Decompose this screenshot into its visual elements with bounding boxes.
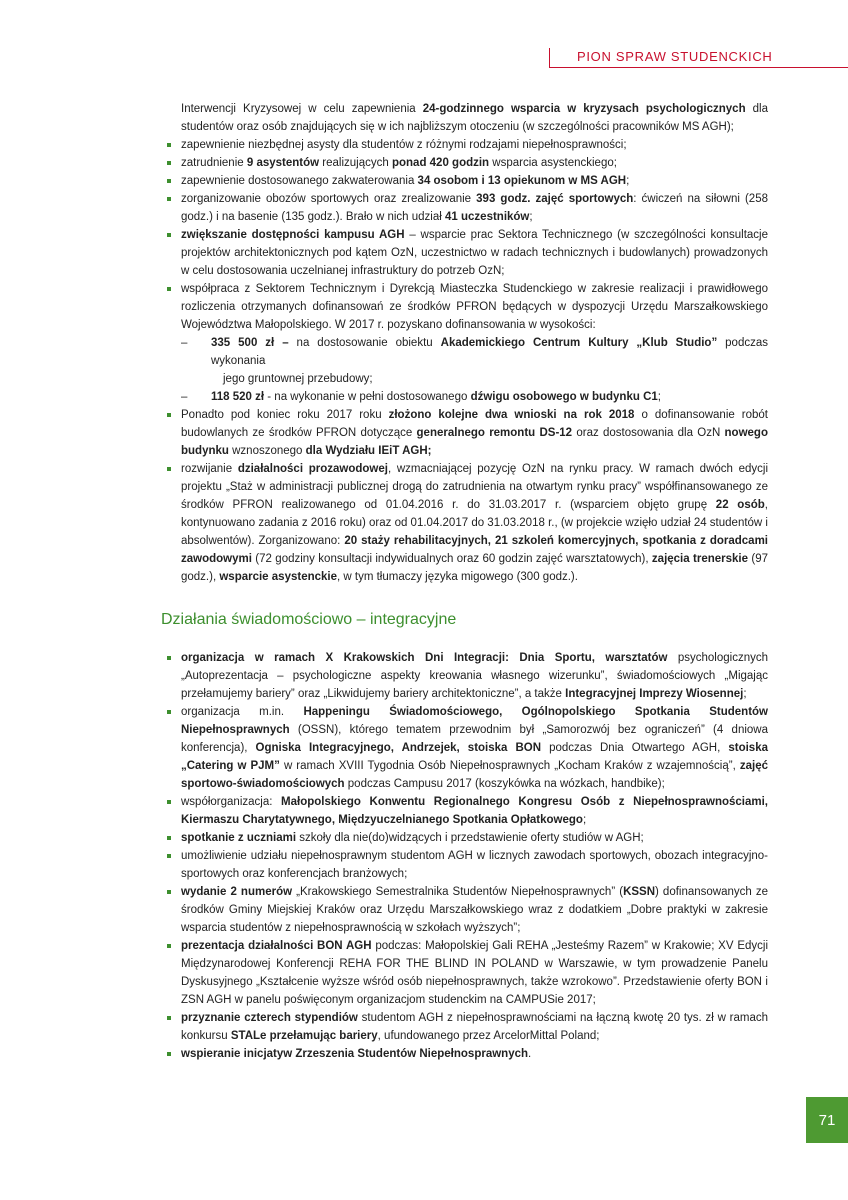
- section-heading: Działania świadomościowo – integracyjne: [161, 611, 457, 628]
- list-item: rozwijanie działalności prozawodowej, wzmacniającej pozycję OzN na rynku pracy. W ramach dwóch edycji projektu „Staż w administracji publicznej drogą do zatrudnienia na otwartym rynku pracy” współfinansowanego ze środków PFRON realizowanego od 01.04.2016 r. do 31.03.2017 r. (wsparciem objęto grupę 22 osób, kontynuowano zadania z 2016 roku) oraz od 01.04.2017 do 31.03.2018 r., (w projekcie wzięło udział 24 studentów i absolwentów). Zorganizowano: 20 staży rehabilitacyjnych, 21 szkoleń komercyjnych, spotkania z doradcami zawodowymi (72 godziny konsultacji indywidualnych oraz 60 godzin zajęć warsztatowych), zajęcia trenerskie (97 godz.), wsparcie asystenckie, w tym tłumaczy języka migowego (300 godz.).: [163, 460, 768, 586]
- support-activities-list: [163, 136, 768, 586]
- list-item: zwiększanie dostępności kampusu AGH – wsparcie prac Sektora Technicznego (w szczególności konsultacje projektów architektonicznych pod kątem OzN, uczestnictwo w radach technicznych i budowlanych) prowadzonych w celu dostosowania uczelnianej infrastruktury do potrzeb OzN;: [163, 226, 768, 280]
- list-item: wspieranie inicjatyw Zrzeszenia Studentów Niepełnosprawnych.: [163, 1045, 768, 1063]
- list-item: zorganizowanie obozów sportowych oraz zrealizowanie 393 godz. zajęć sportowych: ćwiczeń na siłowni (258 godz.) i na basenie (135 godz.). Brało w nich udział 41 uczestników;: [163, 190, 768, 226]
- list-item: organizacja m.in. Happeningu Świadomościowego, Ogólnopolskiego Spotkania Studentów Niepełnosprawnych (OSSN), którego tematem przewodnim był „Samorozwój bez ograniczeń” (4 dniowa konferencja), Ogniska Integracyjnego, Andrzejek, stoiska BON podczas Dnia Otwartego AGH, stoiska „Catering w PJM” w ramach XVIII Tygodnia Osób Niepełnosprawnych „Kocham Kraków z wzajemnością”, zajęć sportowo-świadomościowych podczas Campusu 2017 (koszykówka na wózkach, handbike);: [163, 703, 768, 793]
- section-header-title: PION SPRAW STUDENCKICH: [577, 49, 773, 64]
- header-divider-horizontal: [549, 67, 848, 68]
- intro-paragraph: Interwencji Kryzysowej w celu zapewnienia 24-godzinnego wsparcia w kryzysach psychologicznych dla studentów oraz osób znajdujących się w ich najbliższym otoczeniu (w szczególności pracowników MS AGH);: [181, 103, 768, 133]
- list-item: zapewnienie dostosowanego zakwaterowania 34 osobom i 13 opiekunom w MS AGH;: [163, 172, 768, 190]
- list-item: wydanie 2 numerów „Krakowskiego Semestralnika Studentów Niepełnosprawnych” (KSSN) dofinansowanych ze środków Gminy Miejskiej Kraków oraz Urzędu Marszałkowskiego wraz z dodatkiem „Dobre praktyki w zakresie wsparcia studentów z niepełnosprawnością w szkołach wyższych”;: [163, 883, 768, 937]
- awareness-activities-block: [163, 649, 768, 1063]
- sublist-item: – 335 500 zł – na dostosowanie obiektu Akademickiego Centrum Kultury „Klub Studio” podczas wykonania jego gruntownej przebudowy;: [181, 337, 768, 385]
- funding-sublist: [181, 334, 768, 406]
- list-item: współpraca z Sektorem Technicznym i Dyrekcją Miasteczka Studenckiego w zakresie realizacji i prawidłowego rozliczenia otrzymanych dofinansowań ze środków PFRON będących w dyspozycji Urzędu Marszałkowskiego Województwa Małopolskiego. W 2017 r. pozyskano dofinansowania w wysokości: – 335 500 zł – na dostosowanie obiektu Akademickiego Centrum Kultury „Klub Studio” podczas wykonania jego gruntownej przebudowy; – 118 520 zł - na wykonanie w pełni dostosowanego dźwigu osobowego w budynku C1;: [163, 280, 768, 406]
- sublist-item: – 118 520 zł - na wykonanie w pełni dostosowanego dźwigu osobowego w budynku C1;: [181, 391, 661, 403]
- list-item: Ponadto pod koniec roku 2017 roku złożono kolejne dwa wnioski na rok 2018 o dofinansowanie robót budowlanych ze środków PFRON dotyczące generalnego remontu DS-12 oraz dostosowania dla OzN nowego budynku wznoszonego dla Wydziału IEiT AGH;: [163, 406, 768, 460]
- list-item: organizacja w ramach X Krakowskich Dni Integracji: Dnia Sportu, warsztatów psychologicznych „Autoprezentacja – psychologiczne aspekty kreowania własnego wizerunku”, świadomościowych „Migając przełamujemy bariery” oraz „Likwidujemy bariery architektoniczne”, a także Integracyjnej Imprezy Wiosennej;: [163, 649, 768, 703]
- list-item: przyznanie czterech stypendiów studentom AGH z niepełnosprawnościami na łączną kwotę 20 tys. zł w ramach konkursu STALe przełamując bariery, ufundowanego przez ArcelorMittal Poland;: [163, 1009, 768, 1045]
- list-item: spotkanie z uczniami szkoły dla nie(do)widzących i przedstawienie oferty studiów w AGH;: [163, 829, 768, 847]
- list-item: zapewnienie niezbędnej asysty dla studentów z różnymi rodzajami niepełnosprawności;: [163, 136, 768, 154]
- list-item: współorganizacja: Małopolskiego Konwentu Regionalnego Kongresu Osób z Niepełnosprawnościami, Kiermaszu Charytatywnego, Międzyuczelnianego Spotkania Opłatkowego;: [163, 793, 768, 829]
- header-divider-vertical: [549, 48, 550, 68]
- list-item: prezentacja działalności BON AGH podczas: Małopolskiej Gali REHA „Jesteśmy Razem” w Krakowie; XV Edycji Międzynarodowej Konferencji REHA FOR THE BLIND IN POLAND w Warszawie, w tym prowadzenie Panelu Dyskusyjnego „Kształcenie wyższe wśród osób niepełnosprawnych, także wzrokowo”. Przedstawienie oferty BON i ZSN AGH w panelu poświęconym organizacjom studenckim na CAMPUSie 2017;: [163, 937, 768, 1009]
- awareness-activities-list: [163, 649, 768, 1063]
- list-item: umożliwienie udziału niepełnosprawnym studentom AGH w licznych zawodach sportowych, obozach integracyjno-sportowych oraz konferencjach branżowych;: [163, 847, 768, 883]
- page-number: 71: [806, 1097, 848, 1143]
- main-text-block: [163, 100, 768, 586]
- list-item: zatrudnienie 9 asystentów realizujących ponad 420 godzin wsparcia asystenckiego;: [163, 154, 768, 172]
